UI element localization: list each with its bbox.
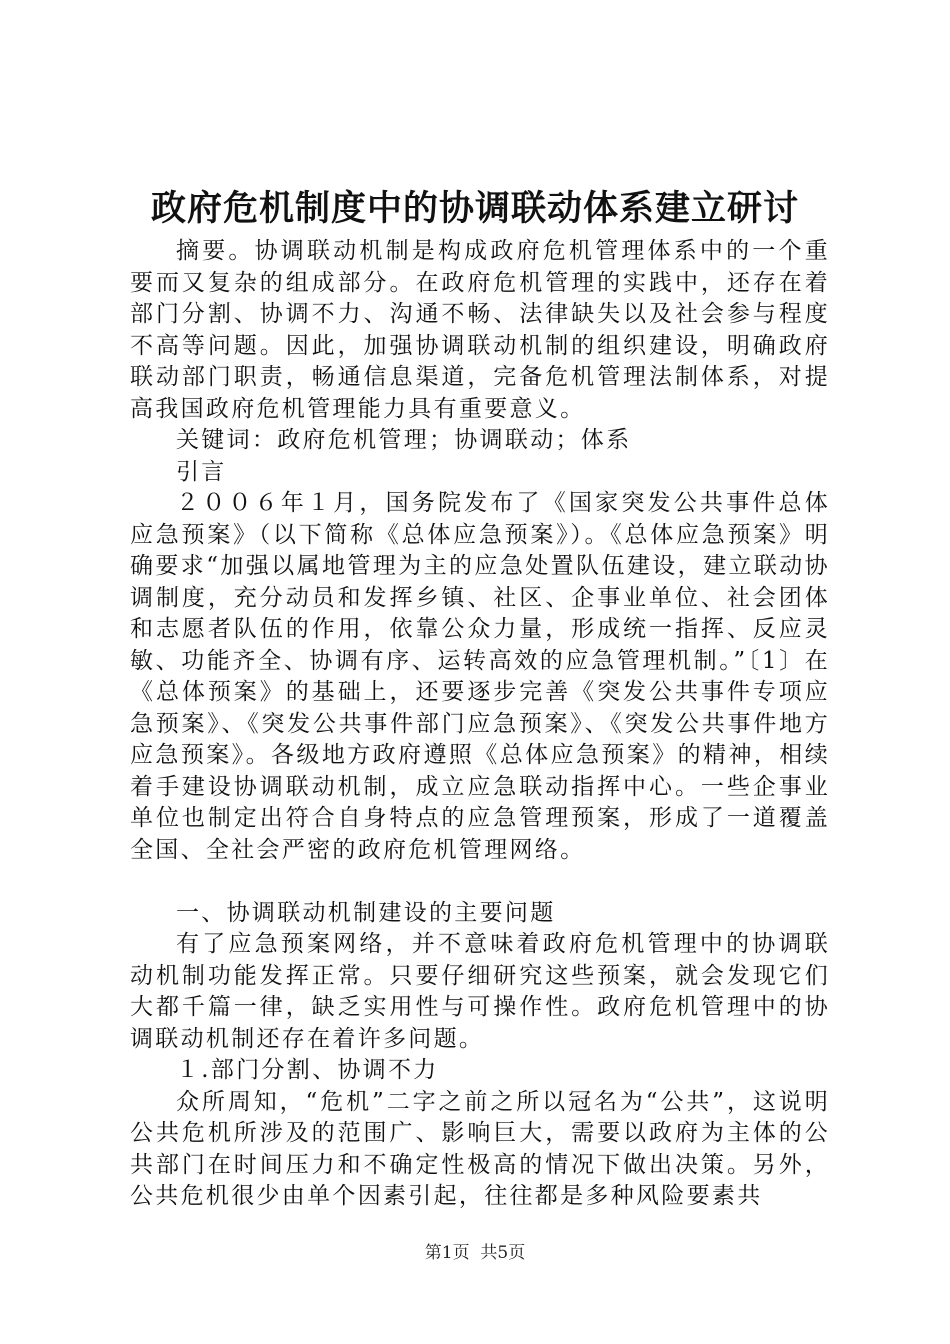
keywords-line: 关键词：政府危机管理；协调联动；体系 bbox=[176, 427, 632, 453]
section-heading: 一、协调联动机制建设的主要问题 bbox=[176, 899, 556, 926]
paragraph-spacer bbox=[130, 866, 830, 898]
page-title: 政府危机制度中的协调联动体系建立研讨 bbox=[150, 188, 799, 229]
abstract-paragraph: 摘要。协调联动机制是构成政府危机管理体系中的一个重要而又复杂的组成部分。在政府危机管理的实践中，还存在着部门分割、协调不力、沟通不畅、法律缺失以及社会参与程度不高等问题。因此，加强协调联动机制的组织建设，明确政府联动部门职责，畅通信息渠道，完备危机管理法制体系，对提高我国政府危机管理能力具有重要意义。 bbox=[130, 238, 830, 422]
introduction-heading: 引言 bbox=[176, 458, 227, 485]
page-total: 共5页 bbox=[480, 1243, 526, 1263]
introduction-paragraph: ２００６年１月，国务院发布了《国家突发公共事件总体应急预案》（以下简称《总体应急预案》）。《总体应急预案》明确要求“加强以属地管理为主的应急处置队伍建设，建立联动协调制度，充分动员和发挥乡镇、社区、企事业单位、社会团体和志愿者队伍的作用，依靠公众力量，形成统一指挥、反应灵敏、功能齐全、协调有序、运转高效的应急管理机制。”〔1〕在《总体预案》的基础上，还要逐步完善《突发公共事件专项应急预案》、《突发公共事件部门应急预案》、《突发公共事件地方应急预案》。各级地方政府遵照《总体应急预案》的精神，相续着手建设协调联动机制，成立应急联动指挥中心。一些企事业单位也制定出符合自身特点的应急管理预案，形成了一道覆盖全国、全社会严密的政府危机管理网络。 bbox=[130, 490, 830, 863]
page-number: 第1页 bbox=[424, 1243, 470, 1263]
body-paragraph: 众所周知，“危机”二字之前之所以冠名为“公共”，这说明公共危机所涉及的范围广、影响巨大，需要以政府为主体的公共部门在时间压力和不确定性极高的情况下做出决策。另外，公共危机很少由单个因素引起，往往都是多种风险要素共 bbox=[130, 1088, 830, 1209]
subsection-heading: １.部门分割、协调不力 bbox=[176, 1057, 439, 1083]
page-footer bbox=[0, 1241, 950, 1265]
body-paragraph: 有了应急预案网络，并不意味着政府危机管理中的协调联动机制功能发挥正常。只要仔细研究这些预案，就会发现它们大都千篇一律，缺乏实用性与可操作性。政府危机管理中的协调联动机制还存在着许多问题。 bbox=[130, 931, 830, 1052]
document-body bbox=[130, 236, 830, 1213]
